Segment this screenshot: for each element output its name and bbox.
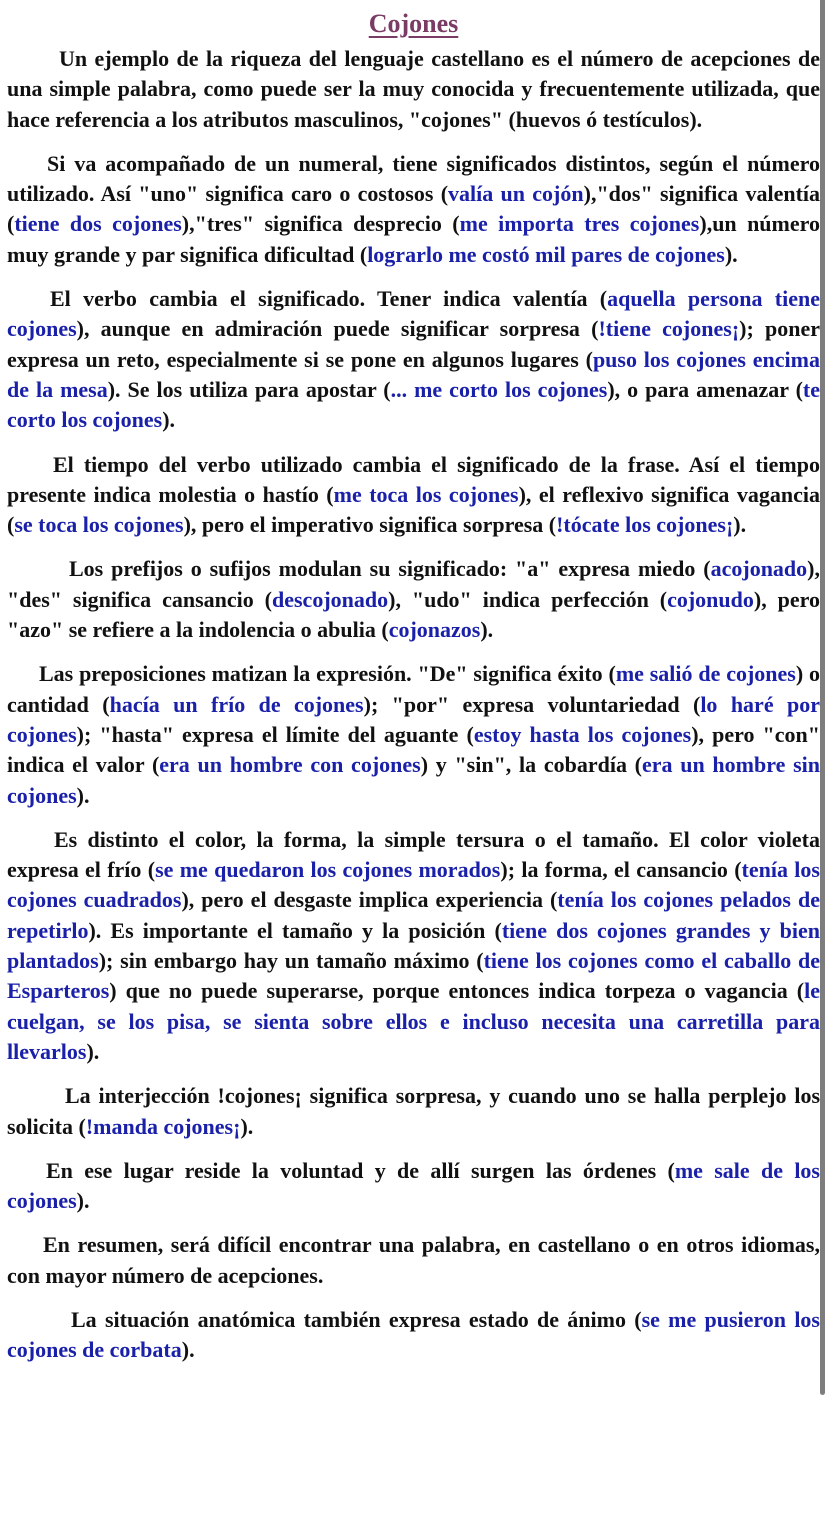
paragraph-text: Si va acompañado de un numeral, tiene significados distintos, según el número utilizado. Así "uno" significa caro o costosos ( [7, 150, 820, 207]
example-phrase: se toca los cojones [14, 512, 184, 538]
paragraph [7, 284, 820, 435]
example-phrase: !tiene cojones¡ [598, 316, 740, 342]
example-phrase: !manda cojones¡ [85, 1113, 241, 1139]
example-phrase: tiene los cojones como el caballo de Esparteros [7, 948, 820, 1004]
example-phrase: cojonazos [388, 617, 481, 643]
paragraph-text: ),"dos" significa valentía ( [7, 181, 821, 237]
paragraph-text: Las preposiciones matizan la expresión. "De" significa éxito ( [39, 661, 616, 687]
paragraph-text: ); "hasta" expresa el límite del aguante ( [76, 721, 474, 747]
paragraph-text: ). [240, 1113, 254, 1139]
paragraph-text: ); la forma, el cansancio ( [500, 857, 742, 883]
paragraph-text: La situación anatómica también expresa estado de ánimo ( [71, 1306, 642, 1332]
paragraph-text: ). [733, 512, 747, 538]
paragraph-text: ). [76, 1188, 90, 1214]
article [7, 0, 820, 1380]
paragraph [7, 1230, 820, 1291]
example-phrase: lo haré por cojones [7, 691, 820, 747]
paragraph-text: ),un número muy grande y par significa dificultad ( [7, 211, 821, 267]
paragraph-text: ). [181, 1337, 195, 1363]
example-phrase: se me pusieron los cojones de corbata [7, 1306, 820, 1363]
example-phrase: puso los cojones encima de la mesa [7, 346, 820, 402]
paragraph-text: ). [724, 241, 738, 267]
example-phrase: me sale de los cojones [7, 1157, 820, 1214]
paragraph-text: Los prefijos o sufijos modulan su significado: "a" expresa miedo ( [69, 556, 711, 582]
page-title: Cojones [368, 9, 459, 38]
paragraph-text: ) y "sin", la cobardía ( [420, 752, 642, 778]
paragraph-text: ) que no puede superarse, porque entonces indica torpeza o vagancia ( [109, 978, 805, 1004]
example-phrase: descojonado [272, 586, 389, 612]
paragraph-text: ). [86, 1038, 100, 1064]
paragraph [7, 450, 820, 541]
paragraph [7, 1081, 820, 1142]
example-phrase: te corto los cojones [7, 376, 820, 433]
example-phrase: estoy hasta los cojones [473, 721, 692, 747]
paragraph-text: ). Se los utiliza para apostar ( [107, 376, 391, 402]
example-phrase: me toca los cojones [333, 481, 519, 507]
paragraph-text: Es distinto el color, la forma, la simple tersura o el tamaño. El color violeta expresa el frío ( [7, 826, 820, 883]
example-phrase: hacía un frío de cojones [109, 691, 364, 717]
paragraph [7, 149, 820, 270]
example-phrase: le cuelgan, se los pisa, se sienta sobre ellos e incluso necesita una carretilla para llevarlos [7, 978, 820, 1064]
paragraph-text: ), pero el imperativo significa sorpresa ( [183, 512, 557, 538]
example-phrase: valía un cojón [448, 181, 584, 207]
paragraph [7, 44, 820, 135]
paragraph-text: ); "por" expresa voluntariedad ( [363, 691, 701, 717]
paragraph-text: ). Es importante el tamaño y la posición ( [88, 917, 502, 943]
paragraph-text: ); sin embargo hay un tamaño máximo ( [98, 948, 484, 974]
example-phrase: me salió de cojones [615, 661, 796, 687]
example-phrase: tiene dos cojones [14, 211, 182, 237]
example-phrase: lograrlo me costó mil pares de cojones [367, 241, 725, 267]
paragraph [7, 825, 820, 1067]
paragraph-text: ). [162, 407, 176, 433]
example-phrase: ... me corto los cojones [390, 376, 608, 402]
paragraph-text: ). [76, 782, 90, 808]
paragraph-text: La interjección !cojones¡ significa sorpresa, y cuando uno se halla perplejo los solicita ( [7, 1083, 820, 1139]
example-phrase: tiene dos cojones grandes y bien plantados [7, 917, 820, 974]
example-phrase: acojonado [710, 556, 808, 582]
example-phrase: era un hombre con cojones [159, 752, 421, 778]
paragraph-text: ) o cantidad ( [7, 661, 820, 717]
example-phrase: tenía los cojones cuadrados [7, 857, 820, 913]
example-phrase: !tócate los cojones¡ [556, 512, 734, 538]
article-body [7, 44, 820, 1366]
example-phrase: se me quedaron los cojones morados [155, 857, 501, 883]
example-phrase: era un hombre sin cojones [7, 752, 820, 808]
paragraph [7, 659, 820, 810]
example-phrase: tenía los cojones pelados de repetirlo [7, 887, 820, 943]
paragraph-text: ), "udo" indica perfección ( [388, 586, 668, 612]
paragraph-text: ); poner expresa un reto, especialmente si se pone en algunos lugares ( [7, 316, 820, 372]
paragraph-text: El verbo cambia el significado. Tener indica valentía ( [50, 286, 608, 312]
paragraph-text: ), pero el desgaste implica experiencia ( [181, 887, 558, 913]
paragraph-text: ). [480, 617, 494, 643]
paragraph-text: Un ejemplo de la riqueza del lenguaje castellano es el número de acepciones de una simple palabra, como puede ser la muy conocida y frecuentemente utilizada, que hace referencia a los atributos masculinos, "cojones" (huevos ó testículos). [7, 46, 820, 132]
scrollbar[interactable] [820, 0, 825, 1395]
paragraph [7, 554, 820, 645]
paragraph-text: ), o para amenazar ( [607, 376, 803, 402]
paragraph-text: ), pero "azo" se refiere a la indolencia o abulia ( [7, 586, 820, 643]
paragraph [7, 1156, 820, 1217]
paragraph-text: El tiempo del verbo utilizado cambia el significado de la frase. Así el tiempo presente indica molestia o hastío ( [7, 451, 820, 507]
paragraph-text: En ese lugar reside la voluntad y de allí surgen las órdenes ( [46, 1157, 675, 1183]
example-phrase: cojonudo [667, 586, 754, 612]
paragraph-text: ),"tres" significa desprecio ( [181, 211, 460, 237]
example-phrase: aquella persona tiene cojones [7, 286, 820, 342]
paragraph [7, 1305, 820, 1366]
paragraph-text: ), aunque en admiración puede significar sorpresa ( [76, 316, 599, 342]
example-phrase: me importa tres cojones [459, 211, 700, 237]
paragraph-text: ), pero "con" indica el valor ( [7, 721, 820, 778]
paragraph-text: ), "des" significa cansancio ( [7, 556, 820, 612]
paragraph-text: En resumen, será difícil encontrar una palabra, en castellano o en otros idiomas, con mayor número de acepciones. [7, 1232, 820, 1288]
paragraph-text: ), el reflexivo significa vagancia ( [7, 481, 820, 538]
